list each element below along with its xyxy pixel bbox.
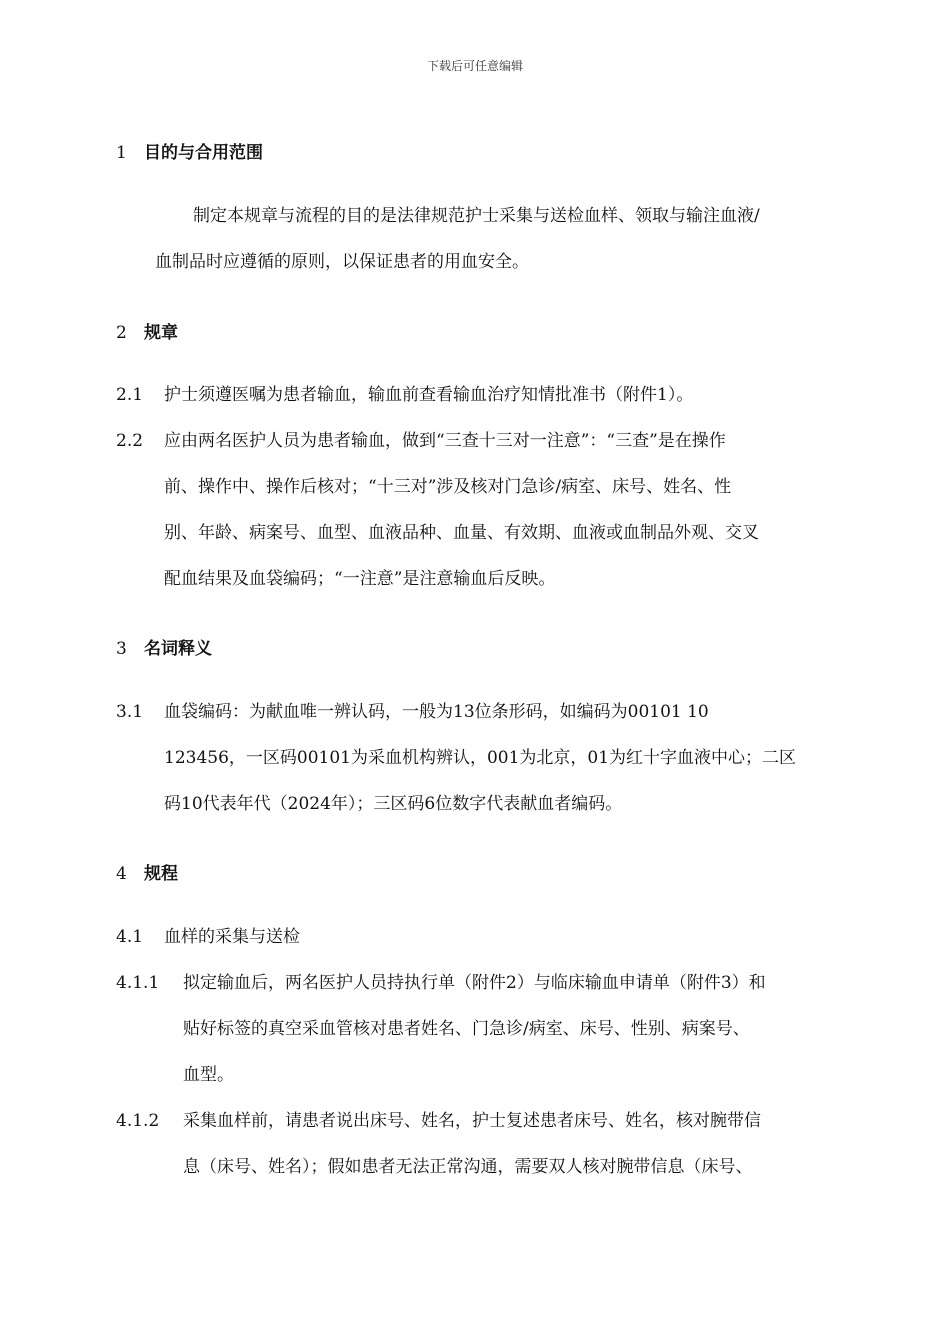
clause-number: 4.1.2: [116, 1111, 160, 1131]
section-number: 3: [116, 639, 127, 659]
section-title: 规章: [144, 323, 178, 343]
header-note: 下载后可任意编辑: [426, 59, 523, 73]
clause-line: 护士须遵医嘱为患者输血，输血前查看输血治疗知情批准书（附件1）。: [164, 385, 694, 405]
clause-line: 码10代表年代（2024年）；三区码6位数字代表献血者编码。: [164, 794, 623, 814]
section-heading-2: [116, 318, 178, 343]
clause-line: 贴好标签的真空采血管核对患者姓名、门急诊/病室、床号、性别、病案号、: [183, 1019, 750, 1039]
section-number: 1: [116, 143, 127, 163]
clause-line: 血样的采集与送检: [164, 927, 300, 947]
clause-line: 123456，一区码00101为采血机构辨认，001为北京，01为红十字血液中心；二区: [164, 748, 797, 768]
clause-number: 2.2: [116, 431, 144, 451]
clause-line: 血型。: [183, 1065, 234, 1085]
clause-number: 2.1: [116, 385, 144, 405]
section-heading-4: [116, 859, 178, 884]
section-title: 名词释义: [144, 639, 212, 659]
section-number: 2: [116, 323, 127, 343]
clause-line: 血袋编码：为献血唯一辨认码，一般为13位条形码，如编码为00101 10: [164, 702, 709, 722]
section-number: 4: [116, 864, 127, 884]
clause-line: 息（床号、姓名）；假如患者无法正常沟通，需要双人核对腕带信息（床号、: [183, 1157, 753, 1177]
clause-line: 拟定输血后，两名医护人员持执行单（附件2）与临床输血申请单（附件3）和: [183, 973, 766, 993]
paragraph-line: 血制品时应遵循的原则，以保证患者的用血安全。: [155, 252, 529, 272]
section-title: 规程: [144, 864, 178, 884]
section-heading-3: [116, 634, 212, 659]
clause-line: 配血结果及血袋编码；“一注意”是注意输血后反映。: [164, 569, 556, 589]
clause-line: 应由两名医护人员为患者输血，做到“三查十三对一注意”：“三查”是在操作: [164, 431, 726, 451]
section-title: 目的与合用范围: [144, 143, 263, 163]
paragraph-line: 制定本规章与流程的目的是法律规范护士采集与送检血样、领取与输注血液/: [193, 206, 760, 226]
clause-number: 3.1: [116, 702, 144, 722]
clause-number: 4.1.1: [116, 973, 160, 993]
clause-line: 采集血样前，请患者说出床号、姓名，护士复述患者床号、姓名，核对腕带信: [183, 1111, 761, 1131]
clause-line: 前、操作中、操作后核对；“十三对”涉及核对门急诊/病室、床号、姓名、性: [164, 477, 732, 497]
clause-line: 别、年龄、病案号、血型、血液品种、血量、有效期、血液或血制品外观、交叉: [164, 523, 759, 543]
section-heading-1: [116, 138, 263, 163]
clause-number: 4.1: [116, 927, 144, 947]
